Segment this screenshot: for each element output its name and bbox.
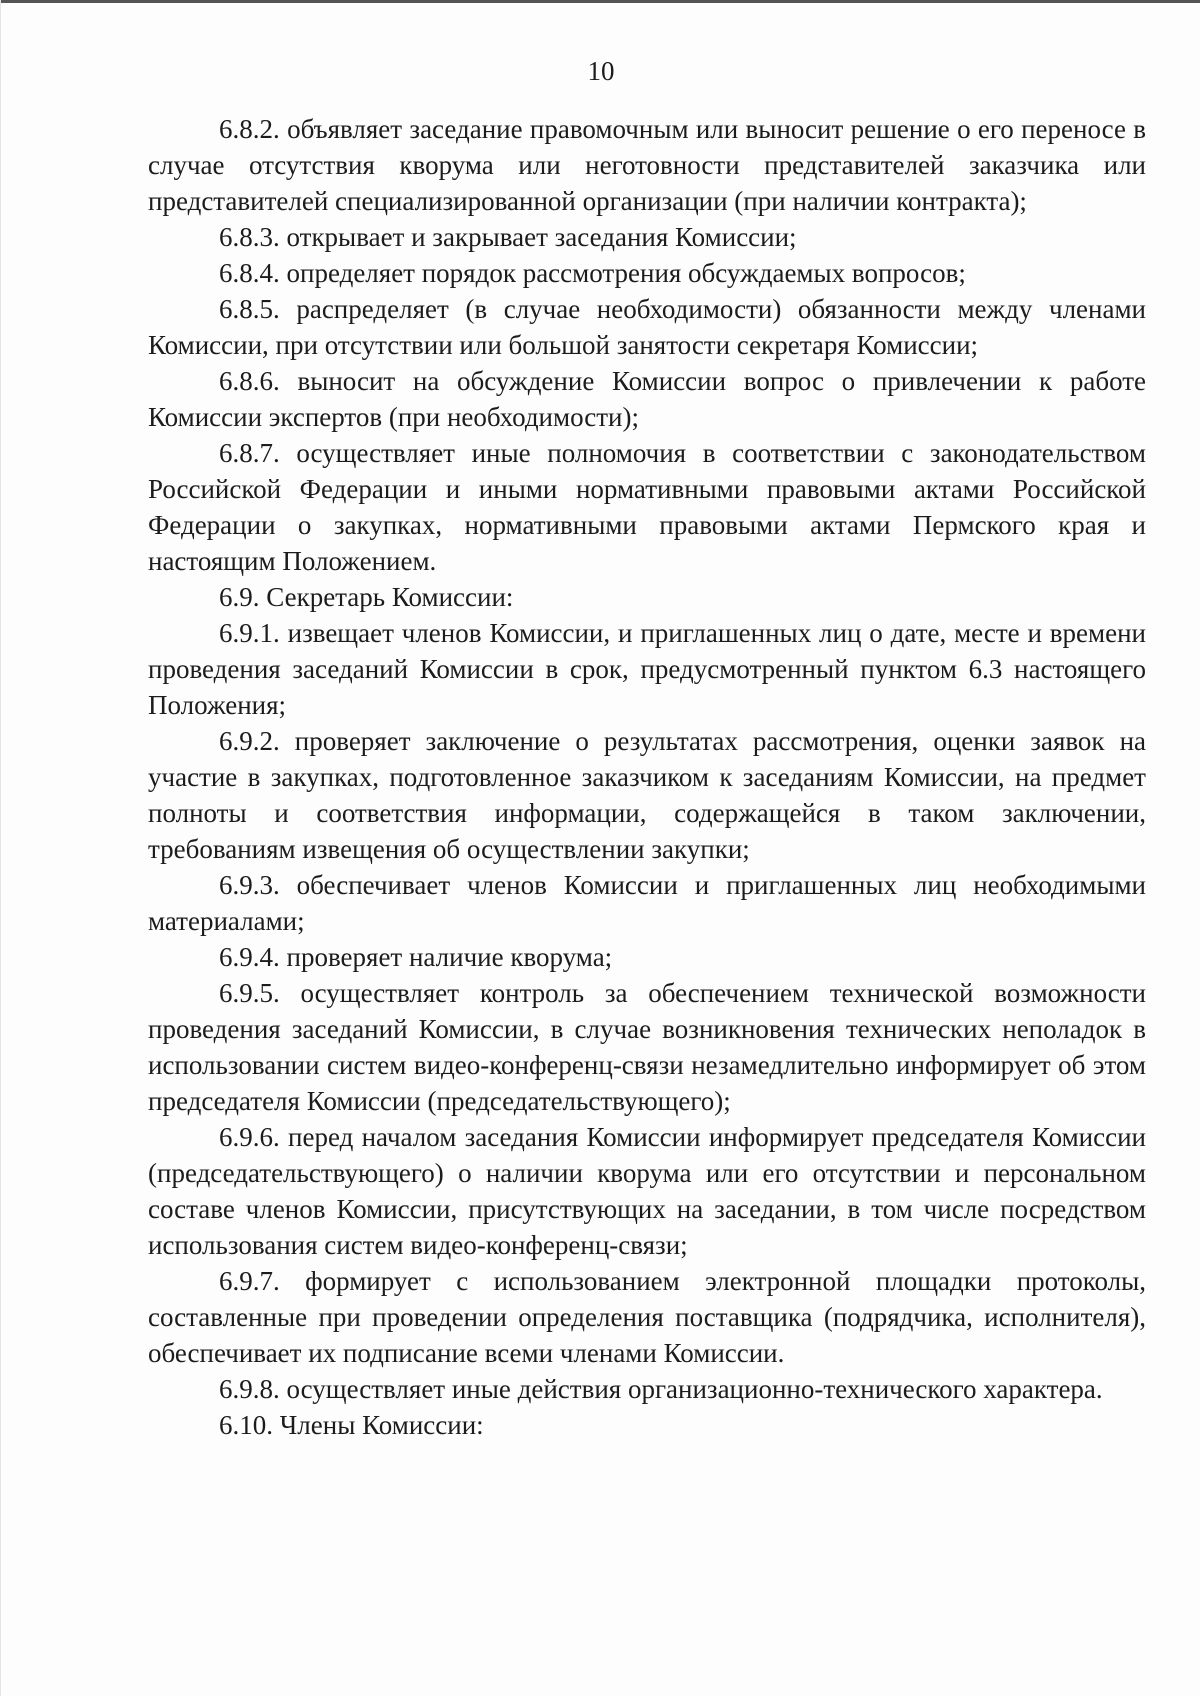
- paragraph-6-8-5: 6.8.5. распределяет (в случае необходимости) обязанности между членами Комиссии, при отсутствии или большой занятости секретаря Комиссии;: [148, 294, 1146, 360]
- paragraph-6-8-3: 6.8.3. открывает и закрывает заседания Комиссии;: [219, 222, 797, 252]
- paragraph-6-9: 6.9. Секретарь Комиссии:: [219, 582, 514, 612]
- paragraph-6-8-2: 6.8.2. объявляет заседание правомочным или выносит решение о его переносе в случае отсутствия кворума или неготовности представителей заказчика или представителей специализированной организации (при наличии контракта);: [148, 114, 1146, 216]
- paragraph-6-9-4: 6.9.4. проверяет наличие кворума;: [219, 942, 613, 972]
- paragraph-6-9-1: 6.9.1. извещает членов Комиссии, и приглашенных лиц о дате, месте и времени проведения заседаний Комиссии в срок, предусмотренный пунктом 6.3 настоящего Положения;: [148, 618, 1146, 720]
- paragraph-6-8-6: 6.8.6. выносит на обсуждение Комиссии вопрос о привлечении к работе Комиссии экспертов (при необходимости);: [148, 366, 1146, 432]
- paragraph-6-9-6: 6.9.6. перед началом заседания Комиссии информирует председателя Комиссии (председательствующего) о наличии кворума или его отсутствии и персональном составе членов Комиссии, присутствующих на заседании, в том числе посредством использования систем видео-конференц-связи;: [148, 1122, 1146, 1260]
- paragraph-6-9-7: 6.9.7. формирует с использованием электронной площадки протоколы, составленные при проведении определения поставщика (подрядчика, исполнителя), обеспечивает их подписание всеми членами Комиссии.: [148, 1266, 1146, 1368]
- paragraph-6-8-7: 6.8.7. осуществляет иные полномочия в соответствии с законодательством Российской Федерации и иными нормативными правовыми актами Российской Федерации о закупках, нормативными правовыми актами Пермского края и настоящим Положением.: [148, 438, 1146, 576]
- paragraph-6-9-8: 6.9.8. осуществляет иные действия организационно-технического характера.: [219, 1374, 1103, 1404]
- paragraph-6-9-5: 6.9.5. осуществляет контроль за обеспечением технической возможности проведения заседаний Комиссии, в случае возникновения технических неполадок в использовании систем видео-конференц-связи незамедлительно информирует об этом председателя Комиссии (председательствующего);: [148, 978, 1146, 1116]
- paragraph-6-9-2: 6.9.2. проверяет заключение о результатах рассмотрения, оценки заявок на участие в закупках, подготовленное заказчиком к заседаниям Комиссии, на предмет полноты и соответствия информации, содержащейся в таком заключении, требованиям извещения об осуществлении закупки;: [148, 726, 1146, 864]
- scan-top-edge: [1, 0, 1200, 3]
- paragraph-6-9-3: 6.9.3. обеспечивает членов Комиссии и приглашенных лиц необходимыми материалами;: [148, 870, 1146, 936]
- paragraph-6-10: 6.10. Члены Комиссии:: [219, 1410, 484, 1440]
- document-body: [148, 111, 1146, 1443]
- page-number: 10: [587, 56, 615, 86]
- paragraph-6-8-4: 6.8.4. определяет порядок рассмотрения обсуждаемых вопросов;: [219, 258, 966, 288]
